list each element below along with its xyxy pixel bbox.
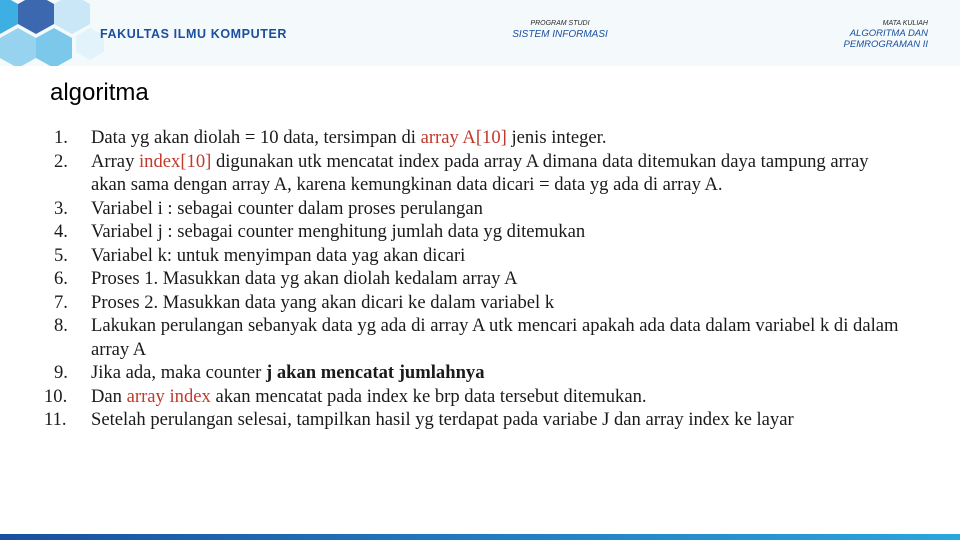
item-number: 5. [54,244,68,266]
item-text: Proses 1. Masukkan data yg akan diolah kedalam array A [91,268,518,289]
item-number: 9. [54,362,68,383]
list-item [44,126,904,150]
item-text: Array index[10] digunakan utk mencatat index pada array A dimana data ditemukan daya tampung array akan sama dengan array A, karena kemungkinan data dicari = data yg ada di array A. [91,150,869,195]
list-item [44,291,904,315]
slide-header [0,0,960,66]
program-name: SISTEM INFORMASI [512,29,608,40]
item-number: 8. [54,315,68,336]
item-number: 11. [44,409,67,430]
course-label: MATA KULIAH [882,20,928,27]
faculty-name: FAKULTAS ILMU KOMPUTER [100,27,288,41]
highlight-text: index[10] [139,150,212,172]
list-item [44,150,904,197]
item-text: Dan array index akan mencatat pada index ke brp data tersebut ditemukan. [91,385,647,407]
list-item [44,197,904,221]
item-number: 4. [54,221,68,242]
item-number: 7. [54,291,68,313]
item-text: Jika ada, maka counter j akan mencatat jumlahnya [91,362,485,383]
list-item [44,267,904,291]
item-text: Variabel i : sebagai counter dalam proses perulangan [91,197,483,219]
list-item [44,220,904,244]
program-label: PROGRAM STUDI [530,20,590,27]
item-text: Variabel j : sebagai counter menghitung jumlah data yg ditemukan [91,221,586,242]
slide-title: algoritma [50,79,149,106]
algorithm-steps-list [44,126,904,432]
course-name: ALGORITMA DAN PEMROGRAMAN II [843,28,928,50]
list-item [44,244,904,268]
item-number: 3. [54,197,68,219]
item-text: Data yg akan diolah = 10 data, tersimpan di array A[10] jenis integer. [91,127,607,148]
bold-text: j akan mencatat jumlahnya [266,362,485,383]
item-number: 1. [54,127,68,148]
item-number: 10. [44,385,68,407]
item-number: 2. [54,150,68,172]
list-item [44,408,904,432]
item-text: Variabel k: untuk menyimpan data yag akan dicari [91,244,466,266]
hexagon-pattern-decoration [0,0,110,66]
highlight-text: array index [126,385,211,407]
list-item [44,361,904,385]
item-text: Setelah perulangan selesai, tampilkan hasil yg terdapat pada variabe J dan array index ke layar [91,409,794,430]
item-number: 6. [54,268,68,289]
list-item [44,385,904,409]
item-text: Proses 2. Masukkan data yang akan dicari ke dalam variabel k [91,291,555,313]
list-item [44,314,904,361]
item-text: Lakukan perulangan sebanyak data yg ada di array A utk mencari apakah ada data dalam variabel k di dalam array A [91,315,899,360]
footer-accent-bar [0,534,960,540]
highlight-text: array A[10] [420,127,507,148]
